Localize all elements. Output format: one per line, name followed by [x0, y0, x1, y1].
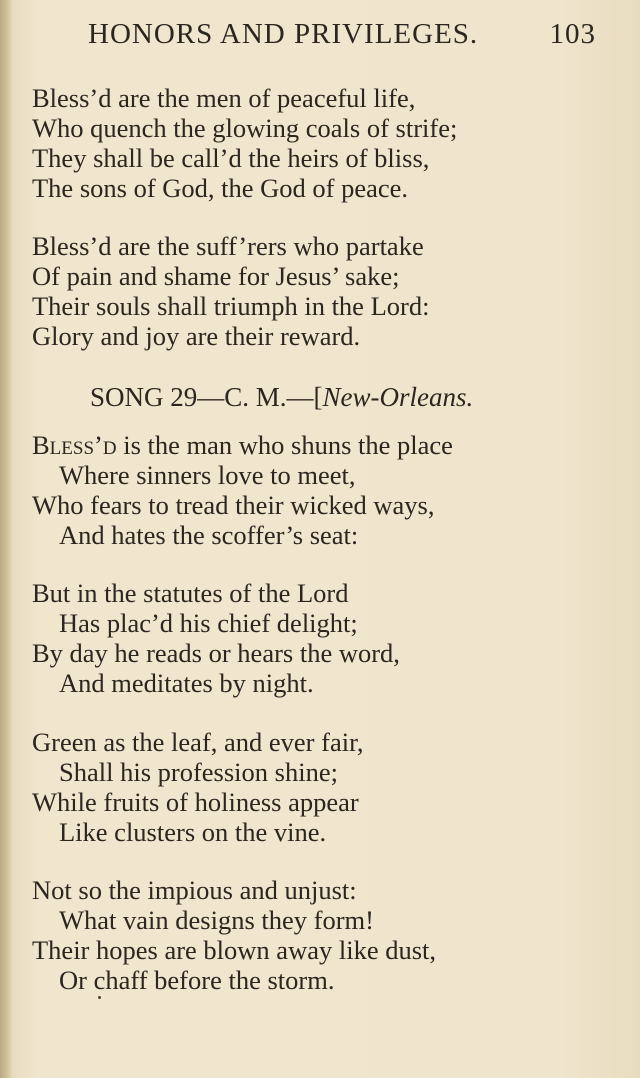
running-header: [88, 18, 608, 51]
verse-line-first: [32, 430, 622, 460]
verse-line: Shall his profession shine;: [59, 757, 338, 787]
verse-line: And hates the scoffer’s seat:: [59, 520, 359, 550]
song-heading: [90, 382, 610, 413]
verse-line: Or chaff before the storm.: [59, 965, 335, 995]
verse-line: While fruits of holiness appear: [32, 787, 359, 817]
song-stanza-3: [32, 727, 622, 847]
verse-line: Who fears to tread their wicked ways,: [32, 490, 435, 520]
song-stanza-2: [32, 578, 622, 698]
verse-line: Bless’d are the suff’rers who partake: [32, 231, 424, 261]
first-line-rest: is the man who shuns the place: [116, 430, 453, 460]
stanza-prev-2: [32, 231, 622, 351]
song-stanza-4: [32, 875, 622, 995]
verse-line: Where sinners love to meet,: [59, 460, 356, 490]
first-word: Bless’d: [32, 430, 117, 460]
stanza-prev-1: [32, 83, 622, 203]
verse-line: Of pain and shame for Jesus’ sake;: [32, 261, 400, 291]
verse-line: What vain designs they form!: [59, 905, 374, 935]
verse-line: Glory and joy are their reward.: [32, 321, 361, 351]
page-number: 103: [549, 18, 596, 50]
verse-line: They shall be call’d the heirs of bliss,: [32, 143, 430, 173]
verse-line: Bless’d are the men of peaceful life,: [32, 83, 416, 113]
page-spine-shadow: [0, 0, 12, 1078]
verse-line: Who quench the glowing coals of strife;: [32, 113, 458, 143]
verse-line: And meditates by night.: [59, 668, 314, 698]
verse-line: The sons of God, the God of peace.: [32, 173, 409, 203]
verse-line: Like clusters on the vine.: [59, 817, 327, 847]
verse-line: By day he reads or hears the word,: [32, 638, 400, 668]
verse-line: Their hopes are blown away like dust,: [32, 935, 437, 965]
verse-line: But in the statutes of the Lord: [32, 578, 349, 608]
verse-line: Their souls shall triumph in the Lord:: [32, 291, 430, 321]
verse-line: Not so the impious and unjust:: [32, 875, 357, 905]
ink-speck: [98, 996, 101, 999]
running-title: HONORS AND PRIVILEGES.: [88, 18, 479, 50]
verse-line: Has plac’d his chief delight;: [59, 608, 358, 638]
verse-line: Green as the leaf, and ever fair,: [32, 727, 364, 757]
song-stanza-1: [32, 430, 622, 550]
tune-name: New-Orleans.: [322, 382, 474, 412]
song-number: SONG 29—C. M.—[: [90, 382, 323, 412]
